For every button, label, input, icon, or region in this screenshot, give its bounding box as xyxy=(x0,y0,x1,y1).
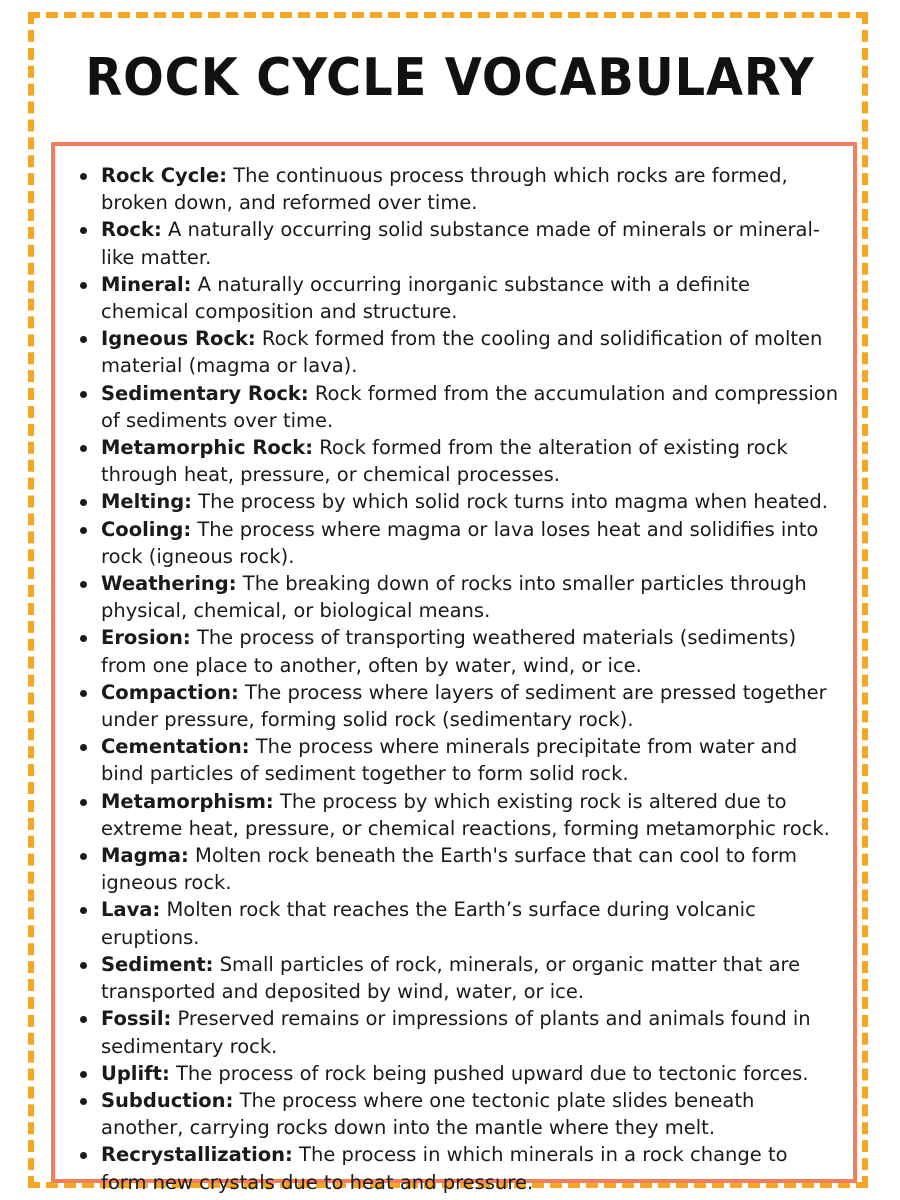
vocabulary-list xyxy=(77,162,839,1196)
vocabulary-item xyxy=(77,1005,839,1059)
vocabulary-item xyxy=(77,216,839,270)
vocabulary-term: Igneous Rock: xyxy=(101,327,256,351)
vocabulary-definition: The process of transporting weathered materials (sediments) from one place to another, often by water, wind, or ice. xyxy=(101,626,797,677)
vocabulary-term: Metamorphic Rock: xyxy=(101,436,314,460)
bullet-icon xyxy=(80,1016,87,1023)
vocabulary-term: Sedimentary Rock: xyxy=(101,381,309,405)
vocabulary-term: Sediment: xyxy=(101,952,214,976)
bullet-icon xyxy=(80,173,87,180)
vocabulary-definition: Rock formed from the alteration of existing rock through heat, pressure, or chemical processes. xyxy=(101,436,788,487)
bullet-icon xyxy=(80,445,87,452)
bullet-icon xyxy=(80,962,87,969)
vocabulary-definition: The process where layers of sediment are pressed together under pressure, forming solid rock (sedimentary rock). xyxy=(101,680,827,732)
bullet-icon xyxy=(80,1071,87,1078)
vocabulary-item xyxy=(77,162,839,216)
bullet-icon xyxy=(80,635,87,642)
vocabulary-definition: The process where magma or lava loses heat and solidifies into rock (igneous rock). xyxy=(101,517,819,568)
vocabulary-item xyxy=(77,380,839,434)
page-title: ROCK CYCLE VOCABULARY xyxy=(85,48,815,108)
bullet-icon xyxy=(80,690,87,697)
bullet-icon xyxy=(80,227,87,234)
vocabulary-item xyxy=(77,325,839,379)
vocabulary-definition: Small particles of rock, minerals, or organic matter that are transported and deposited by wind, water, or ice. xyxy=(101,952,801,1004)
vocabulary-term: Rock Cycle: xyxy=(101,164,228,187)
vocabulary-item xyxy=(77,488,839,515)
vocabulary-definition: The process by which solid rock turns into magma when heated. xyxy=(191,490,828,514)
vocabulary-term: Lava: xyxy=(101,898,161,922)
vocabulary-item xyxy=(77,624,839,678)
vocabulary-term: Magma: xyxy=(101,844,189,868)
vocabulary-term: Metamorphism: xyxy=(101,789,274,813)
bullet-icon xyxy=(80,499,87,506)
bullet-icon xyxy=(80,581,87,588)
vocabulary-item xyxy=(77,271,839,325)
bullet-icon xyxy=(80,527,87,534)
vocabulary-term: Cementation: xyxy=(101,735,250,759)
vocabulary-item xyxy=(77,679,839,733)
vocabulary-box xyxy=(51,142,857,1194)
vocabulary-definition: Rock formed from the cooling and solidification of molten material (magma or lava). xyxy=(101,327,823,378)
vocabulary-item xyxy=(77,570,839,624)
vocabulary-definition: The breaking down of rocks into smaller particles through physical, chemical, or biological means. xyxy=(101,572,807,623)
vocabulary-item xyxy=(77,516,839,570)
vocabulary-item xyxy=(77,842,839,896)
vocabulary-definition: The continuous process through which rocks are formed, broken down, and reformed over time. xyxy=(101,164,788,215)
vocabulary-term: Fossil: xyxy=(101,1007,172,1031)
vocabulary-definition: The process where one tectonic plate slides beneath another, carrying rocks down into the mantle where they melt. xyxy=(101,1088,755,1140)
vocabulary-definition: Rock formed from the accumulation and compression of sediments over time. xyxy=(101,381,839,432)
vocabulary-term: Subduction: xyxy=(101,1088,234,1112)
bullet-icon xyxy=(80,282,87,289)
vocabulary-term: Uplift: xyxy=(101,1061,170,1085)
vocabulary-term: Erosion: xyxy=(101,626,191,650)
vocabulary-item xyxy=(77,951,839,1005)
vocabulary-definition: The process in which minerals in a rock change to form new crystals due to heat and pressure. xyxy=(101,1143,788,1194)
vocabulary-definition: The process of rock being pushed upward due to tectonic forces. xyxy=(169,1061,809,1085)
vocabulary-item xyxy=(77,1060,839,1087)
vocabulary-item xyxy=(77,896,839,950)
bullet-icon xyxy=(80,336,87,343)
vocabulary-term: Compaction: xyxy=(101,680,239,704)
vocabulary-definition: Molten rock beneath the Earth's surface that can cool to form igneous rock. xyxy=(101,844,797,895)
vocabulary-definition: A naturally occurring inorganic substance with a definite chemical composition and structure. xyxy=(101,272,750,324)
vocabulary-term: Weathering: xyxy=(101,572,237,596)
vocabulary-term: Cooling: xyxy=(101,517,192,541)
vocabulary-definition: The process by which existing rock is altered due to extreme heat, pressure, or chemical reactions, forming metamorphic rock. xyxy=(101,789,830,840)
bullet-icon xyxy=(80,853,87,860)
bullet-icon xyxy=(80,391,87,398)
bullet-icon xyxy=(80,1152,87,1159)
vocabulary-term: Rock: xyxy=(101,218,162,242)
vocabulary-item xyxy=(77,788,839,842)
bullet-icon xyxy=(80,1098,87,1105)
vocabulary-item xyxy=(77,733,839,787)
vocabulary-term: Recrystallization: xyxy=(101,1143,293,1167)
vocabulary-definition: The process where minerals precipitate from water and bind particles of sediment together to form solid rock. xyxy=(101,735,798,786)
vocabulary-definition: Preserved remains or impressions of plants and animals found in sedimentary rock. xyxy=(101,1007,811,1058)
bullet-icon xyxy=(80,907,87,914)
vocabulary-definition: Molten rock that reaches the Earth’s surface during volcanic eruptions. xyxy=(101,898,756,949)
bullet-icon xyxy=(80,799,87,806)
vocabulary-term: Mineral: xyxy=(101,272,192,296)
vocabulary-definition: A naturally occurring solid substance made of minerals or mineral-like matter. xyxy=(101,218,820,269)
vocabulary-item xyxy=(77,1141,839,1195)
vocabulary-term: Melting: xyxy=(101,490,192,514)
bullet-icon xyxy=(80,744,87,751)
vocabulary-item xyxy=(77,434,839,488)
vocabulary-item xyxy=(77,1087,839,1141)
